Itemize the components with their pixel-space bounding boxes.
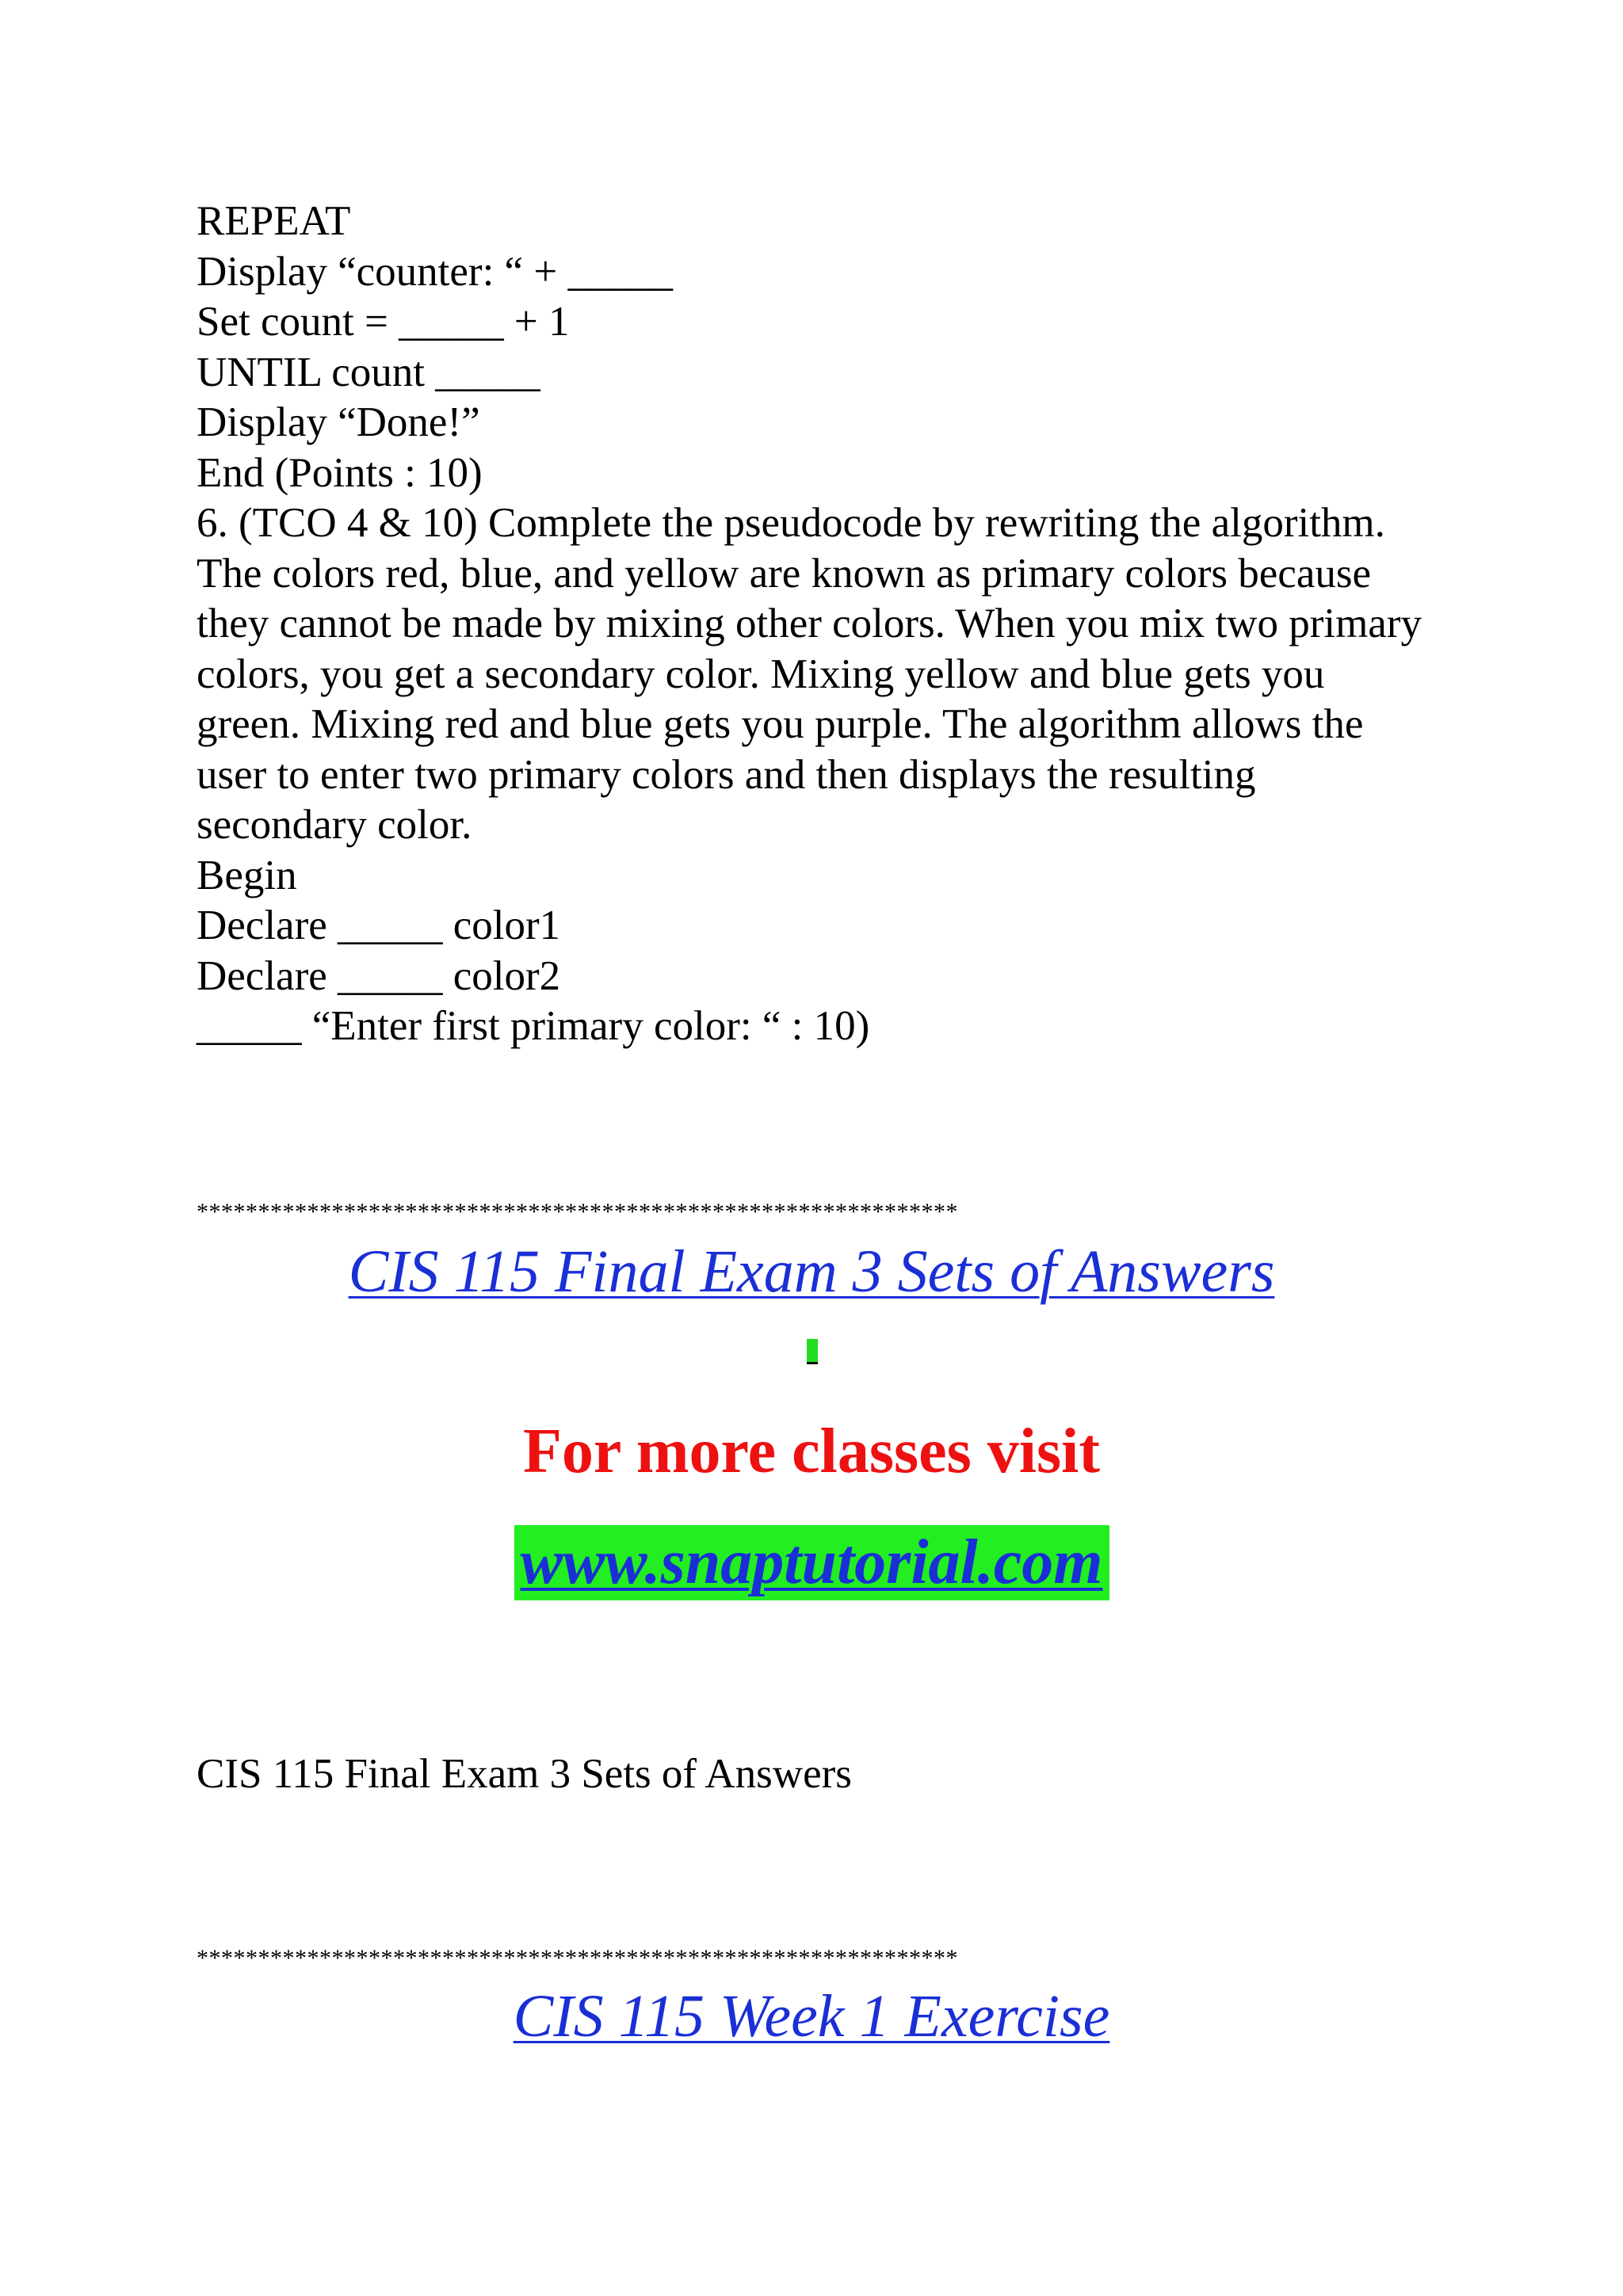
pseudocode-line: Set count = _____ + 1 bbox=[197, 299, 570, 345]
final-exam-link[interactable]: CIS 115 Final Exam 3 Sets of Answers bbox=[348, 1238, 1275, 1305]
question-6-text: 6. (TCO 4 & 10) Complete the pseudocode by rewriting the algorithm. The colors red, blue, and yellow are known as primary colors because they cannot be made by mixing other colors. When you mix two primary colors, you get a secondary color. Mixing yellow and blue gets you green. Mixing red and blue gets you purple. The algorithm allows the user to enter two primary colors and then displays the resulting secondary color. bbox=[197, 500, 1422, 848]
green-highlight-mark bbox=[807, 1339, 818, 1364]
week1-exercise-link[interactable]: CIS 115 Week 1 Exercise bbox=[513, 1983, 1110, 2050]
pseudocode-line: REPEAT bbox=[197, 198, 351, 244]
week1-link-heading bbox=[0, 1981, 1623, 2052]
pseudocode-line: UNTIL count _____ bbox=[197, 349, 540, 395]
promo-site-wrapper bbox=[0, 1525, 1623, 1600]
pseudocode-line: Declare _____ color1 bbox=[197, 902, 561, 948]
pseudocode-line: Begin bbox=[197, 852, 297, 898]
promo-site-highlight bbox=[514, 1525, 1109, 1600]
final-exam-link-heading bbox=[0, 1236, 1623, 1307]
promo-text: For more classes visit bbox=[522, 1417, 1100, 1486]
pseudocode-line: Display “Done!” bbox=[197, 399, 480, 445]
separator-stars: ************************************************************** bbox=[197, 1199, 958, 1225]
snaptutorial-link[interactable]: www.snaptutorial.com bbox=[520, 1527, 1103, 1597]
separator-stars: ************************************************************** bbox=[197, 1945, 958, 1971]
pseudocode-line: _____ “Enter first primary color: “ : 10) bbox=[197, 1003, 870, 1049]
pseudocode-line: Declare _____ color2 bbox=[197, 952, 561, 999]
pseudocode-line: Display “counter: “ + _____ bbox=[197, 248, 673, 295]
plain-course-title: CIS 115 Final Exam 3 Sets of Answers bbox=[197, 1751, 852, 1797]
question-text-block bbox=[197, 196, 1433, 1052]
pseudocode-line: End (Points : 10) bbox=[197, 449, 483, 496]
